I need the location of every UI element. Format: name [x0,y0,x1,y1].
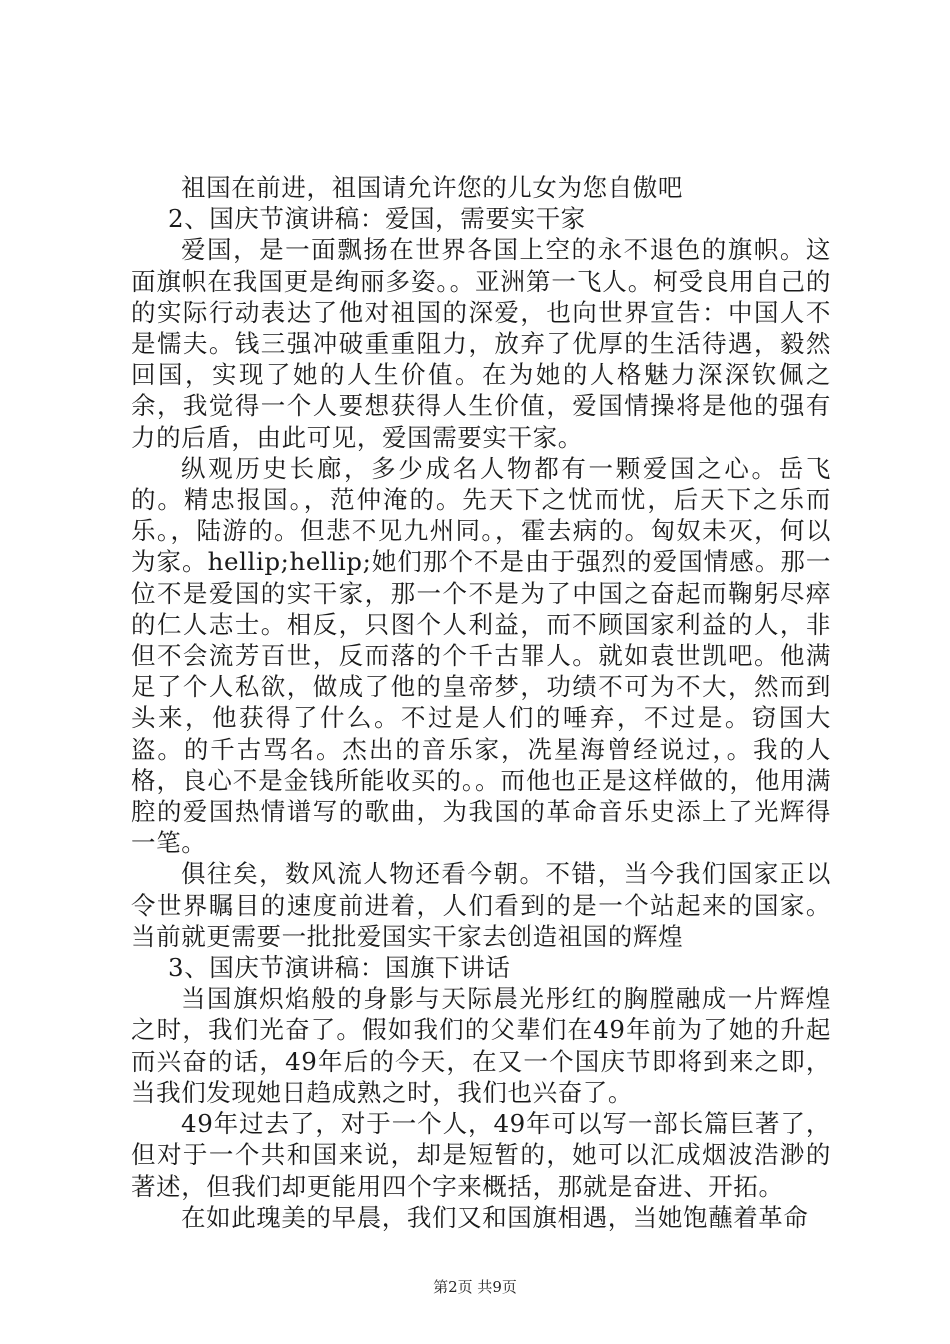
paragraph-5: 俱往矣，数风流人物还看今朝。不错，当今我们国家正以令世界瞩目的速度前进着，人们看到的是一个站起来的国家。当前就更需要一批批爱国实干家去创造祖国的辉煌 [131,859,831,951]
paragraph-7: 当国旗炽焰般的身影与天际晨光彤红的胸膛融成一片辉煌之时，我们光奋了。假如我们的父辈们在49年前为了她的升起而兴奋的话，49年后的今天，在又一个国庆节即将到来之即，当我们发现她日趋成熟之时，我们也兴奋了。 [131,984,831,1107]
paragraph-9: 在如此瑰美的早晨，我们又和国旗相遇，当她饱蘸着革命 [181,1202,809,1232]
paragraph-1: 祖国在前进，祖国请允许您的儿女为您自傲吧 [181,173,683,202]
paragraph-3: 爱国，是一面飘扬在世界各国上空的永不退色的旗帜。这面旗帜在我国更是绚丽多姿。。亚洲第一飞人。柯受良用自己的的实际行动表达了他对祖国的深爱，也向世界宣告：中国人不是懦夫。钱三强冲破重重阻力，放弃了优厚的生活待遇，毅然回国，实现了她的人生价值。在为她的人格魅力深深钦佩之余，我觉得一个人要想获得人生价值，爱国情操将是他的强有力的后盾，由此可见，爱国需要实干家。 [131,235,831,452]
paragraph-4: 纵观历史长廊，多少成名人物都有一颗爱国之心。岳飞的。精忠报国。，范仲淹的。先天下之忧而忧，后天下之乐而乐。，陆游的。但悲不见九州同。，霍去病的。匈奴未灭，何以为家。hellip;hellip;她们那个不是由于强烈的爱国情感。那一位不是爱国的实干家，那一个不是为了中国之奋起而鞠躬尽瘁的仁人志士。相反，只图个人利益，而不顾国家利益的人，非但不会流芳百世，反而落的个千古罪人。就如袁世凯吧。他满足了个人私欲，做成了他的皇帝梦，功绩不可为不大，然而到头来，他获得了什么。不过是人们的唾弃，不过是。窃国大盗。的千古骂名。杰出的音乐家，冼星海曾经说过，。我的人格，良心不是金钱所能收买的。。而他也正是这样做的，他用满腔的爱国热情谱写的歌曲，为我国的革命音乐史添上了光辉得一笔。 [131,453,831,858]
page-number-footer: 第2页 共9页 [433,1278,517,1296]
document-body [131,172,831,1233]
paragraph-8: 49年过去了，对于一个人，49年可以写一部长篇巨著了，但对于一个共和国来说，却是短暂的，她可以汇成烟波浩渺的著述，但我们却更能用四个字来概括，那就是奋进、开拓。 [131,1109,831,1201]
section-heading-3: 3、国庆节演讲稿：国旗下讲话 [168,953,511,983]
section-heading-2: 2、国庆节演讲稿：爱国，需要实干家 [168,204,586,234]
